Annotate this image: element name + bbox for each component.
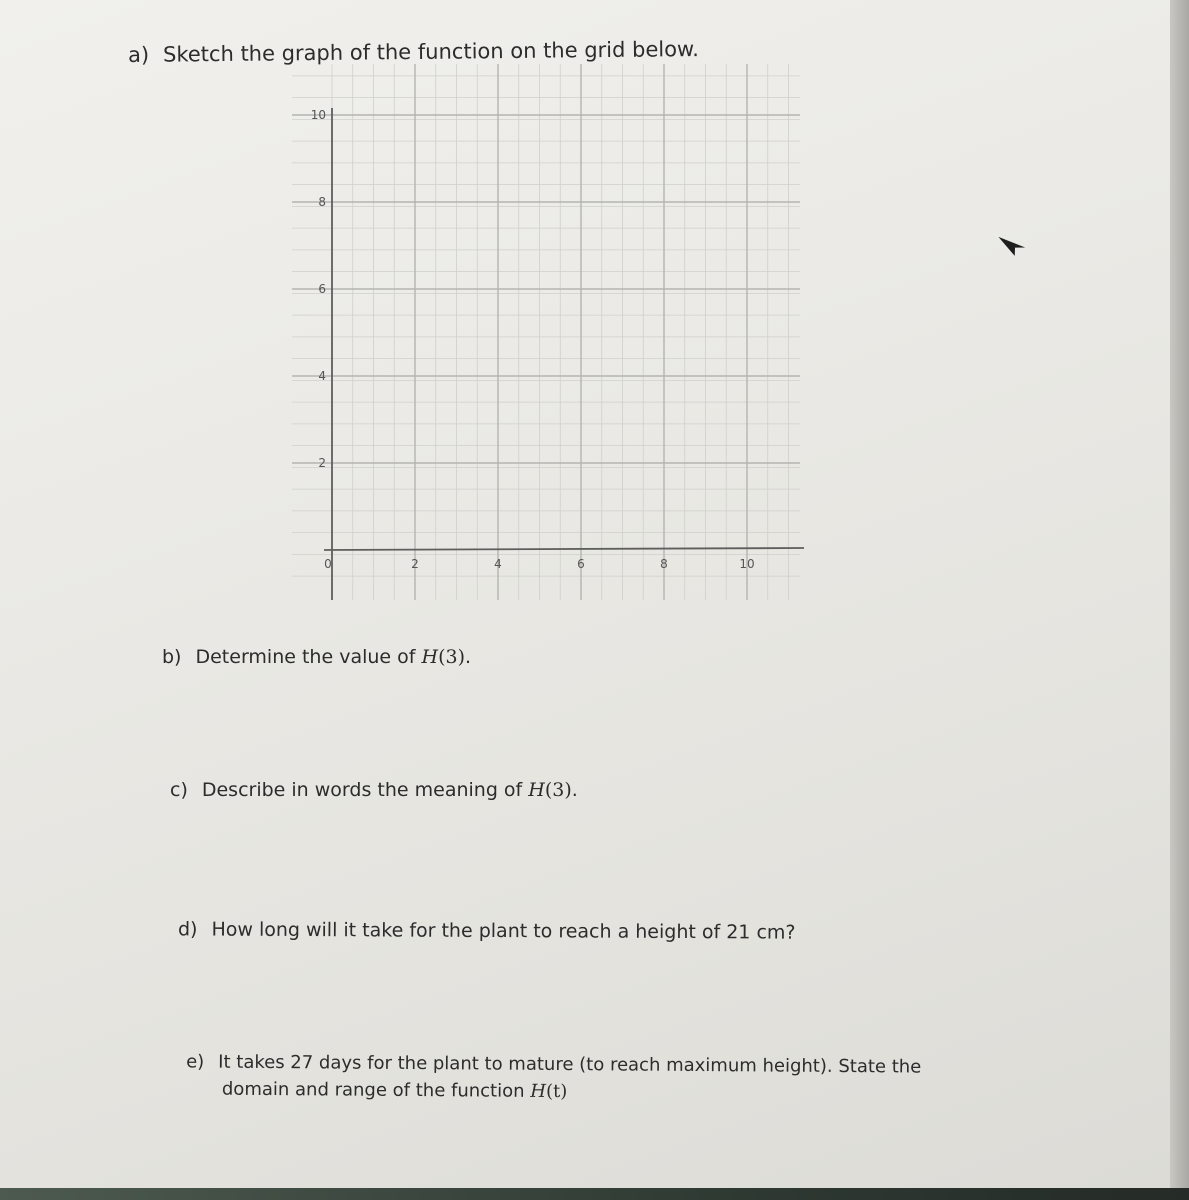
question-b-argument: (3): [438, 646, 465, 668]
x-tick-label: 8: [660, 557, 668, 571]
graph-grid: [290, 60, 810, 609]
question-d: [178, 918, 796, 943]
question-b: [162, 646, 471, 668]
x-tick-label: 4: [494, 557, 502, 571]
question-a-label: a): [127, 42, 150, 67]
question-c-label: c): [170, 779, 188, 801]
question-d-label: d): [177, 918, 198, 941]
question-b-label: b): [162, 646, 182, 668]
question-e: [186, 1051, 922, 1104]
x-tick-label: 0: [324, 557, 332, 571]
question-d-text: How long will it take for the plant to reach a height of 21 cm?: [211, 918, 796, 944]
question-c-text: Describe in words the meaning of: [201, 779, 523, 801]
question-a-text: Sketch the graph of the function on the grid below.: [162, 37, 700, 67]
arrow-pointer-icon: [998, 228, 1028, 262]
question-e-line2: domain and range of the function: [221, 1078, 525, 1102]
y-tick-label: 10: [310, 108, 326, 122]
x-axis: [324, 548, 804, 550]
x-tick-label: 2: [411, 557, 419, 571]
page-edge-shadow: [1170, 0, 1189, 1200]
question-c-argument: (3): [544, 779, 572, 801]
question-b-end: .: [465, 646, 472, 668]
question-c-end: .: [571, 779, 578, 801]
question-e-argument: (t): [545, 1080, 568, 1103]
question-e-line1: It takes 27 days for the plant to mature (to reach maximum height). State the: [218, 1051, 922, 1078]
coordinate-grid: [290, 60, 810, 605]
question-e-label: e): [186, 1051, 205, 1073]
y-tick-label: 2: [318, 456, 326, 470]
y-tick-label: 4: [318, 369, 326, 383]
x-tick-label: 10: [739, 557, 755, 571]
question-e-line2-wrap: [222, 1079, 921, 1105]
question-c: [170, 779, 578, 801]
y-tick-label: 8: [318, 195, 326, 209]
question-e-function: H: [530, 1080, 547, 1102]
desk-edge: [0, 1188, 1189, 1200]
question-b-function: H: [421, 646, 439, 668]
x-tick-label: 6: [577, 557, 585, 571]
question-c-function: H: [528, 779, 545, 801]
y-tick-label: 6: [318, 282, 326, 296]
question-b-text: Determine the value of: [195, 646, 416, 668]
